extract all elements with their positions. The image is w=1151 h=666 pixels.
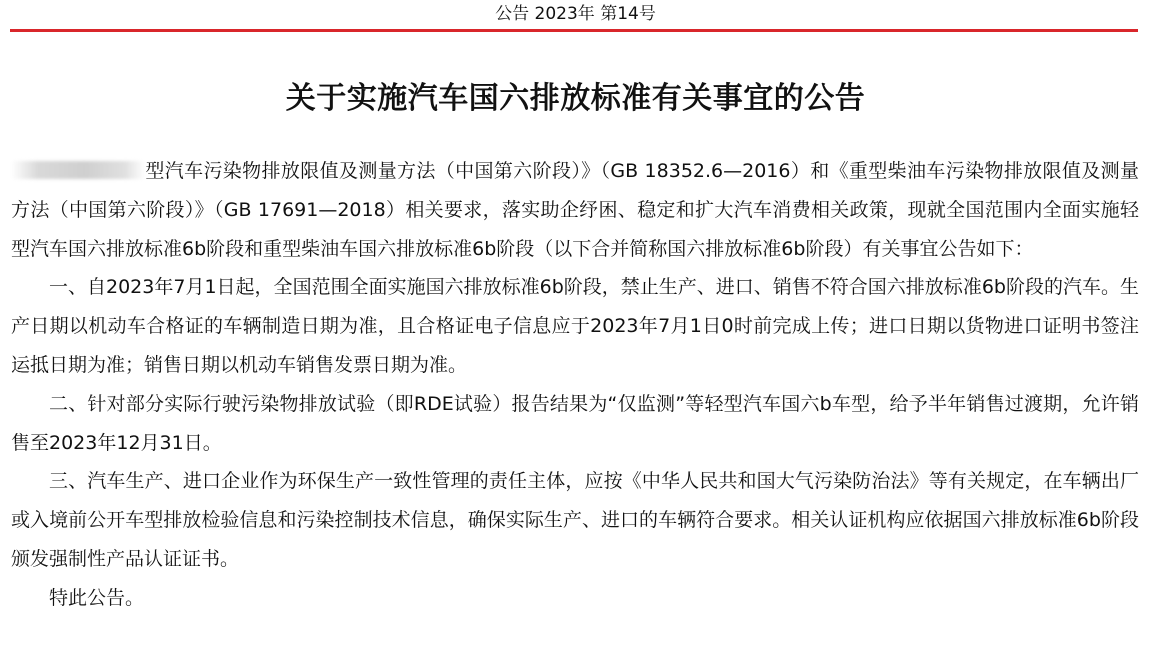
- document-body: [11, 152, 1139, 618]
- item-1-paragraph: 一、自2023年7月1日起，全国范围全面实施国六排放标准6b阶段，禁止生产、进口、销售不符合国六排放标准6b阶段的汽车。生产日期以机动车合格证的车辆制造日期为准，且合格证电子信息应于2023年7月1日0时前完成上传；进口日期以货物进口证明书签注运抵日期为准；销售日期以机动车销售发票日期为准。: [11, 276, 1139, 376]
- header-red-rule: [10, 29, 1138, 32]
- redacted-text-blur: [11, 161, 145, 179]
- closing-paragraph: 特此公告。: [49, 586, 145, 609]
- intro-paragraph: [11, 152, 1139, 268]
- intro-paragraph-text: 型汽车污染物排放限值及测量方法（中国第六阶段）》（GB 18352.6—2016）和《重型柴油车污染物排放限值及测量方法（中国第六阶段）》（GB 17691—2018）相关要求，落实助企纾困、稳定和扩大汽车消费相关政策，现就全国范围内全面实施轻型汽车国六排放标准6b阶段和重型柴油车国六排放标准6b阶段（以下合并简称国六排放标准6b阶段）有关事宜公告如下：: [11, 160, 1139, 260]
- item-2-paragraph: 二、针对部分实际行驶污染物排放试验（即RDE试验）报告结果为“仅监测”等轻型汽车国六b车型，给予半年销售过渡期，允许销售至2023年12月31日。: [11, 392, 1139, 454]
- item-3-paragraph: 三、汽车生产、进口企业作为环保生产一致性管理的责任主体，应按《中华人民共和国大气污染防治法》等有关规定，在车辆出厂或入境前公开车型排放检验信息和污染控制技术信息，确保实际生产、进口的车辆符合要求。相关认证机构应依据国六排放标准6b阶段颁发强制性产品认证证书。: [11, 470, 1139, 570]
- document-issue-header: 公告 2023年 第14号: [495, 4, 656, 24]
- document-title: 关于实施汽车国六排放标准有关事宜的公告: [285, 81, 866, 116]
